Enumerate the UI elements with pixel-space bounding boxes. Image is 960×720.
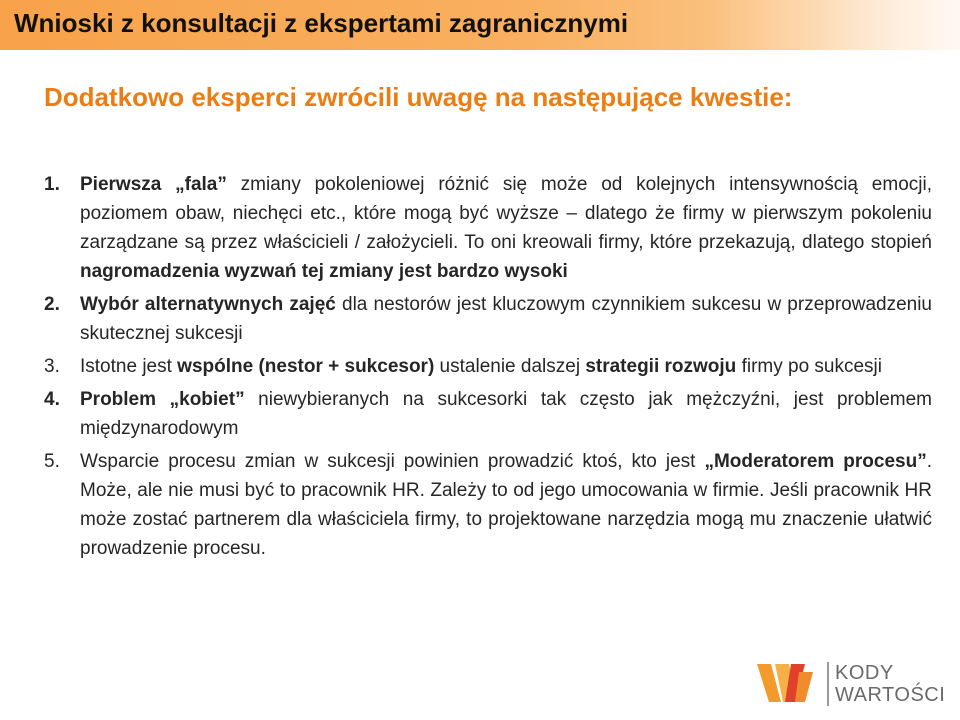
emphasis-text: Pierwsza „fala” (80, 174, 227, 195)
body-text: Istotne jest (80, 356, 178, 377)
body-text: zmiany pokoleniowej różnić się może od kolejnych intensywnością emocji, poziomem obaw, niechęci etc., które mogą być wyższe – dlatego że firmy w pierwszym pokoleniu zarządzane są przez właścicieli / założycieli. To oni kreowali firmy, które przekazują, dlatego stopień (80, 174, 932, 253)
logo-text-wartosci: WARTOŚCI (835, 684, 946, 706)
title-bar-fade (710, 0, 960, 50)
body-text: niewybieranych na sukcesorki tak często jak mężczyźni, jest problemem międzynarodowym (80, 389, 932, 439)
logo-divider (827, 662, 829, 706)
list-item (44, 352, 932, 381)
list-item-number: 5. (44, 451, 60, 472)
emphasis-text: „Moderatorem procesu” (704, 451, 927, 472)
list-item (44, 170, 932, 286)
emphasis-text: Wybór alternatywnych zajęć (80, 294, 336, 315)
slide-subtitle: Dodatkowo eksperci zwrócili uwagę na następujące kwestie: (44, 82, 793, 112)
body-text: Wsparcie procesu zmian w sukcesji powinien prowadzić ktoś, kto jest (80, 451, 705, 472)
list-item-number: 4. (44, 389, 60, 410)
list-item (44, 447, 932, 563)
emphasis-text: nagromadzenia wyzwań tej zmiany jest bardzo wysoki (80, 261, 568, 282)
list-item (44, 290, 932, 348)
emphasis-text: wspólne (nestor + sukcesor) (177, 356, 435, 377)
emphasis-text: Problem „kobiet” (80, 389, 245, 410)
emphasis-text: strategii rozwoju (585, 356, 737, 377)
numbered-list (44, 170, 932, 567)
body-text: dla nestorów jest kluczowym czynnikiem sukcesu w przeprowadzeniu skutecznej sukcesji (80, 294, 933, 344)
list-item-number: 2. (44, 294, 60, 315)
body-text: firmy po sukcesji (736, 356, 882, 377)
slide-title: Wnioski z konsultacji z ekspertami zagranicznymi (14, 8, 629, 38)
kody-wartosci-logo-icon (755, 658, 823, 710)
kody-wartosci-logo (755, 658, 955, 713)
body-text: . Może, ale nie musi być to pracownik HR. Zależy to od jego umocowania w firmie. Jeśli pracownik HR może zostać partnerem dla właściciela firmy, to projektowane narzędzia mogą mu znaczenie ułatwić prowadzenie procesu. (80, 451, 932, 559)
logo-text-kody: KODY (835, 662, 894, 684)
body-text: ustalenie dalszej (434, 356, 586, 377)
list-item-number: 3. (44, 356, 60, 377)
list-item (44, 385, 932, 443)
list-item-number: 1. (44, 174, 60, 195)
title-bar (0, 0, 960, 50)
